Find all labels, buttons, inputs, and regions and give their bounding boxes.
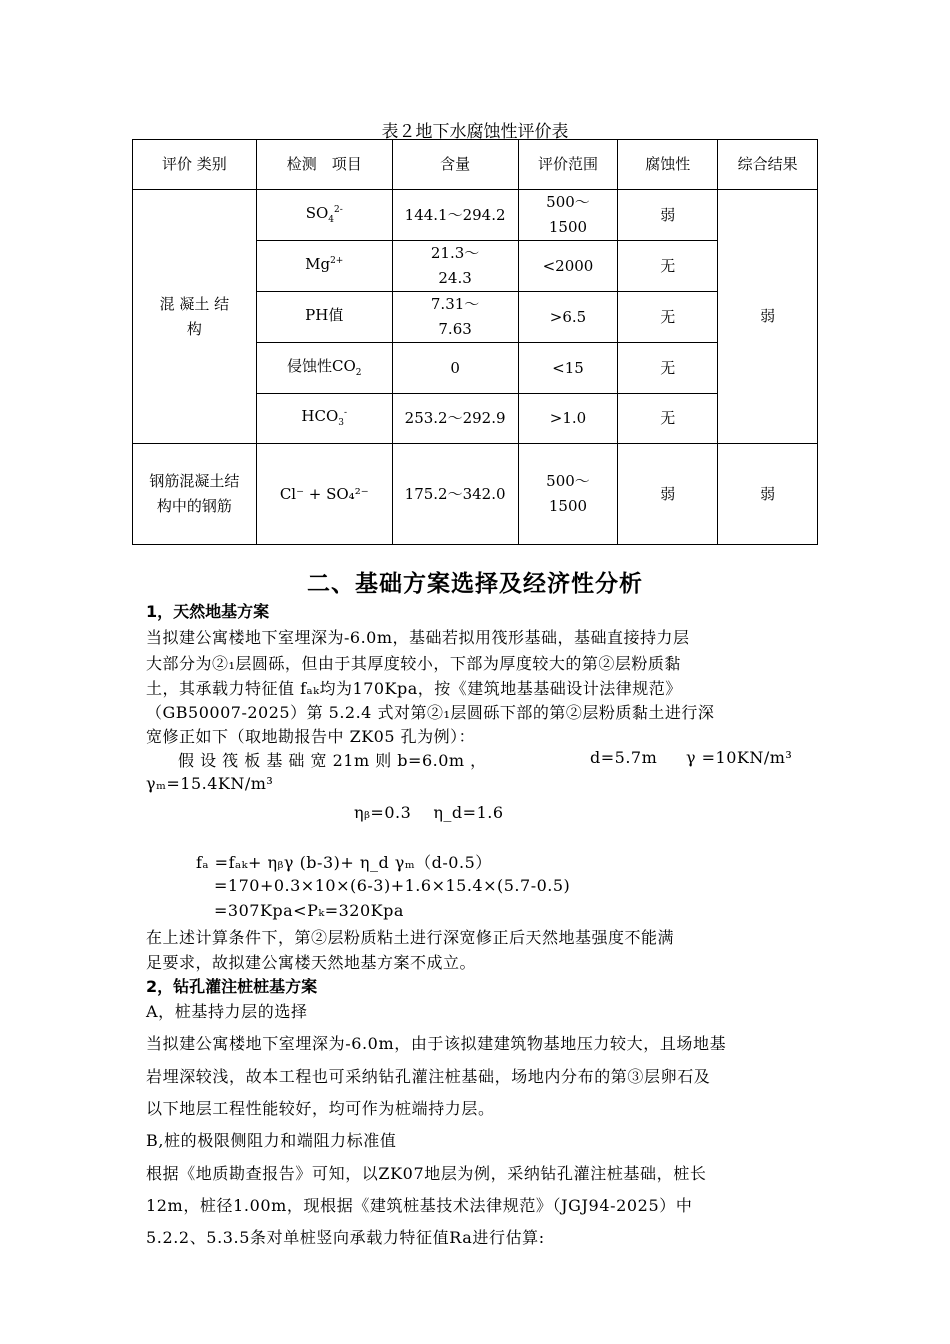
result-cell: 无 [618,343,718,394]
gamma-value: γ =10KN/m³ [686,748,793,767]
content-cell: 253.2～292.9 [392,394,518,444]
header-item: 检测 项目 [256,140,392,190]
group2-label: 钢筋混凝土结构中的钢筋 [133,444,257,545]
item-title: B,桩的极限侧阻力和端阻力标准值 [146,1131,397,1150]
item-cell: Cl⁻ + SO₄²⁻ [256,444,392,545]
content-cell: 0 [392,343,518,394]
paragraph-line: 在上述计算条件下，第②层粉质粘土进行深宽修正后天然地基强度不能满 [146,928,675,947]
item-cell: $HCO_3^-$ [256,394,392,444]
paragraph-line: 当拟建公寓楼地下室埋深为-6.0m，由于该拟建建筑物基地压力较大，且场地基 [146,1034,727,1053]
paragraph-line: 宽修正如下（取地勘报告中 ZK05 孔为例）： [146,727,476,746]
paragraph-line: 当拟建公寓楼地下室埋深为-6.0m，基础若拟用筏形基础，基础直接持力层 [146,628,690,647]
formula-line: fₐ =fₐₖ+ ηᵦγ (b-3)+ η_d γₘ（d-0.5） [196,853,492,872]
section-title: 二、基础方案选择及经济性分析 [307,571,643,597]
item-cell: $Mg^{2+}$ [256,241,392,292]
result-cell: 无 [618,394,718,444]
paragraph-line: 岩埋深较浅，故本工程也可采纳钻孔灌注桩基础，场地内分布的第③层卵石及 [146,1067,711,1086]
item-title: A，桩基持力层的选择 [146,1002,308,1021]
header-category: 评价 类别 [133,140,257,190]
content-cell: 144.1～294.2 [392,190,518,241]
formula-line: =307Kpa<Pₖ=320Kpa [214,901,404,920]
range-cell: <15 [518,343,618,394]
range-cell: 500～1500 [518,190,618,241]
content-cell: 21.3～24.3 [392,241,518,292]
corrosion-table [132,139,818,545]
range-cell: <2000 [518,241,618,292]
group2-overall: 弱 [718,444,818,545]
result-cell: 弱 [618,190,718,241]
paragraph-line: 足要求，故拟建公寓楼天然地基方案不成立。 [146,953,477,972]
depth-value: d=5.7m [590,748,658,767]
group1-overall: 弱 [718,190,818,444]
paragraph-line: 5.2.2、5.3.5条对单桩竖向承载力特征值Ra进行估算: [146,1228,545,1247]
paragraph-line: 根据《地质勘查报告》可知，以ZK07地层为例，采纳钻孔灌注桩基础，桩长 [146,1164,707,1183]
range-cell: >1.0 [518,394,618,444]
paragraph-line: 以下地层工程性能较好，均可作为桩端持力层。 [146,1099,495,1118]
range-cell: >6.5 [518,292,618,343]
group1-label: 混 凝土 结 构 [133,190,257,444]
header-range: 评价范围 [518,140,618,190]
subsection-title: 1，天然地基方案 [146,602,270,621]
range-cell: 500～1500 [518,444,618,545]
item-cell: $SO_4^{2-}$ [256,190,392,241]
content-cell: 175.2～342.0 [392,444,518,545]
table-caption: 表２地下水腐蚀性评价表 [381,122,569,142]
header-overall: 综合结果 [718,140,818,190]
assumption-text: 假 设 筏 板 基 础 宽 21m 则 b=6.0m ， [178,751,487,770]
item-cell: 侵蚀性$CO_2$ [256,343,392,394]
header-corrosivity: 腐蚀性 [618,140,718,190]
eta-values: ηᵦ=0.3 η_d=1.6 [354,803,504,822]
table-header-row [133,140,818,190]
gamma-m-value: γₘ=15.4KN/m³ [146,774,274,793]
subsection-title: 2，钻孔灌注桩桩基方案 [146,977,318,996]
header-content: 含量 [392,140,518,190]
content-cell: 7.31～7.63 [392,292,518,343]
table-row [133,190,818,241]
paragraph-line: 12m，桩径1.00m，现根据《建筑桩基技术法律规范》（JGJ94-2025）中 [146,1196,693,1215]
paragraph-line: （GB50007-2025）第 5.2.4 式对第②₁层圆砾下部的第②层粉质黏土进行深 [146,703,715,722]
table-row [133,444,818,545]
result-cell: 无 [618,241,718,292]
result-cell: 无 [618,292,718,343]
paragraph-line: 大部分为②₁层圆砾，但由于其厚度较小，下部为厚度较大的第②层粉质黏 [146,654,681,673]
formula-line: =170+0.3×10×(6-3)+1.6×15.4×(5.7-0.5) [214,876,571,895]
result-cell: 弱 [618,444,718,545]
paragraph-line: 土，其承载力特征值 fₐₖ均为170Kpa，按《建筑地基基础设计法律规范》 [146,679,682,698]
item-cell: PH值 [256,292,392,343]
